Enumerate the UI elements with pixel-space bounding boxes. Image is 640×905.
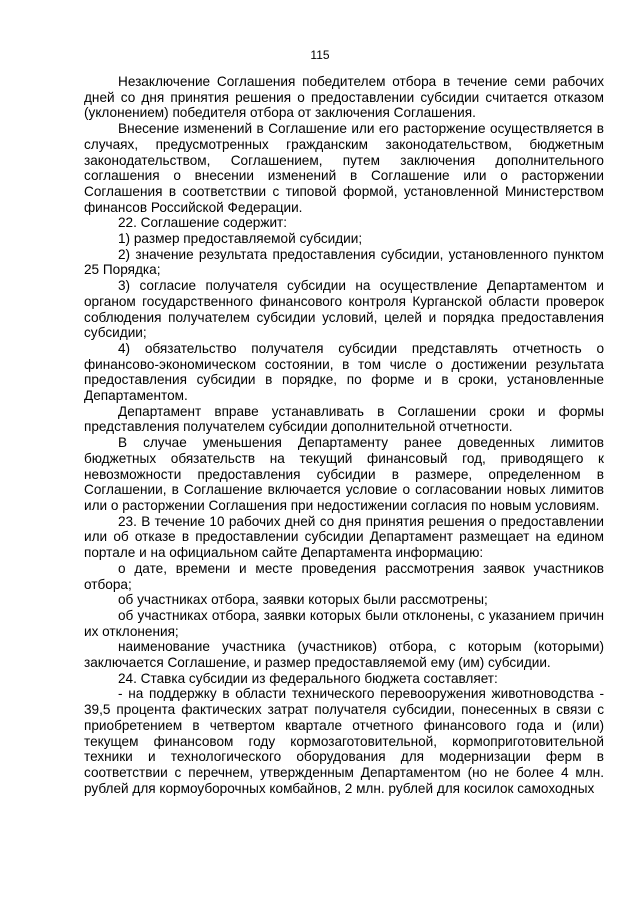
paragraph-23-item-date: о дате, времени и месте проведения рассмотрения заявок участников отбора; (84, 560, 604, 592)
paragraph-23-item-reviewed: об участниках отбора, заявки которых были рассмотрены; (118, 592, 488, 608)
paragraph-22-heading: 22. Соглашение содержит: (118, 215, 288, 231)
paragraph-23-item-rejected: об участниках отбора, заявки которых были отклонены, с указанием причин их отклонения; (84, 607, 604, 639)
paragraph-22-item-2: 2) значение результата предоставления субсидии, установленного пунктом 25 Порядка; (84, 246, 604, 278)
paragraph-24-item-rate: - на поддержку в области технического перевооружения животноводства - 39,5 процента фактических затрат получателя субсидии, понесенных в связи с приобретением в четвертом квартале отчетного финансового года и (или) текущем финансовом году кормозаготовительной, кормоприготовительной техники и технологического оборудования для модернизации ферм в соответствии с перечнем, утвержденным Департаментом (но не более 4 млн. рублей для кормоуборочных комбайнов, 2 млн. рублей для косилок самоходных (84, 686, 604, 796)
paragraph-reporting-terms: Департамент вправе устанавливать в Соглашении сроки и формы представления получателем субсидии дополнительной отчетности. (84, 403, 604, 435)
paragraph-limits-reduction: В случае уменьшения Департаменту ранее доведенных лимитов бюджетных обязательств на текущий финансовый год, приводящего к невозможности предоставления субсидии в размере, определенном в Соглашении, в Соглашение включается условие о согласовании новых лимитов или о расторжении Соглашения при недостижении согласия по новым условиям. (84, 435, 604, 513)
paragraph-22-item-1: 1) размер предоставляемой субсидии; (118, 231, 363, 247)
page-number: 115 (310, 48, 330, 62)
paragraph-24-heading: 24. Ставка субсидии из федерального бюджета составляет: (118, 670, 498, 686)
paragraph-23-heading: 23. В течение 10 рабочих дней со дня принятия решения о предоставлении или об отказе в предоставлении субсидии Департамент размещает на едином портале и на официальном сайте Департамента информацию: (84, 513, 604, 561)
paragraph-refusal-to-sign: Незаключение Соглашения победителем отбора в течение семи рабочих дней со дня принятия решения о предоставлении субсидии считается отказом (уклонением) победителя отбора от заключения Соглашения. (84, 74, 604, 121)
document-body (84, 74, 604, 796)
paragraph-22-item-3: 3) согласие получателя субсидии на осуществление Департаментом и органом государственного финансового контроля Курганской области проверок соблюдения получателем субсидии условий, целей и порядка предоставления субсидии; (84, 278, 604, 341)
paragraph-22-item-4: 4) обязательство получателя субсидии представлять отчетность о финансово-экономическом состоянии, в том числе о достижении результата предоставления субсидии в порядке, по форме и в сроки, установленные Департаментом. (84, 340, 604, 404)
paragraph-23-item-winner: наименование участника (участников) отбора, с которым (которыми) заключается Соглашение, и размер предоставляемой ему (им) субсидии. (84, 639, 604, 671)
paragraph-amendments: Внесение изменений в Соглашение или его расторжение осуществляется в случаях, предусмотренных гражданским законодательством, бюджетным законодательством, Соглашением, путем заключения дополнительного соглашения о внесении изменений в Соглашение или о расторжении Соглашения в соответствии с типовой формой, установленной Министерством финансов Российской Федерации. (84, 121, 604, 215)
